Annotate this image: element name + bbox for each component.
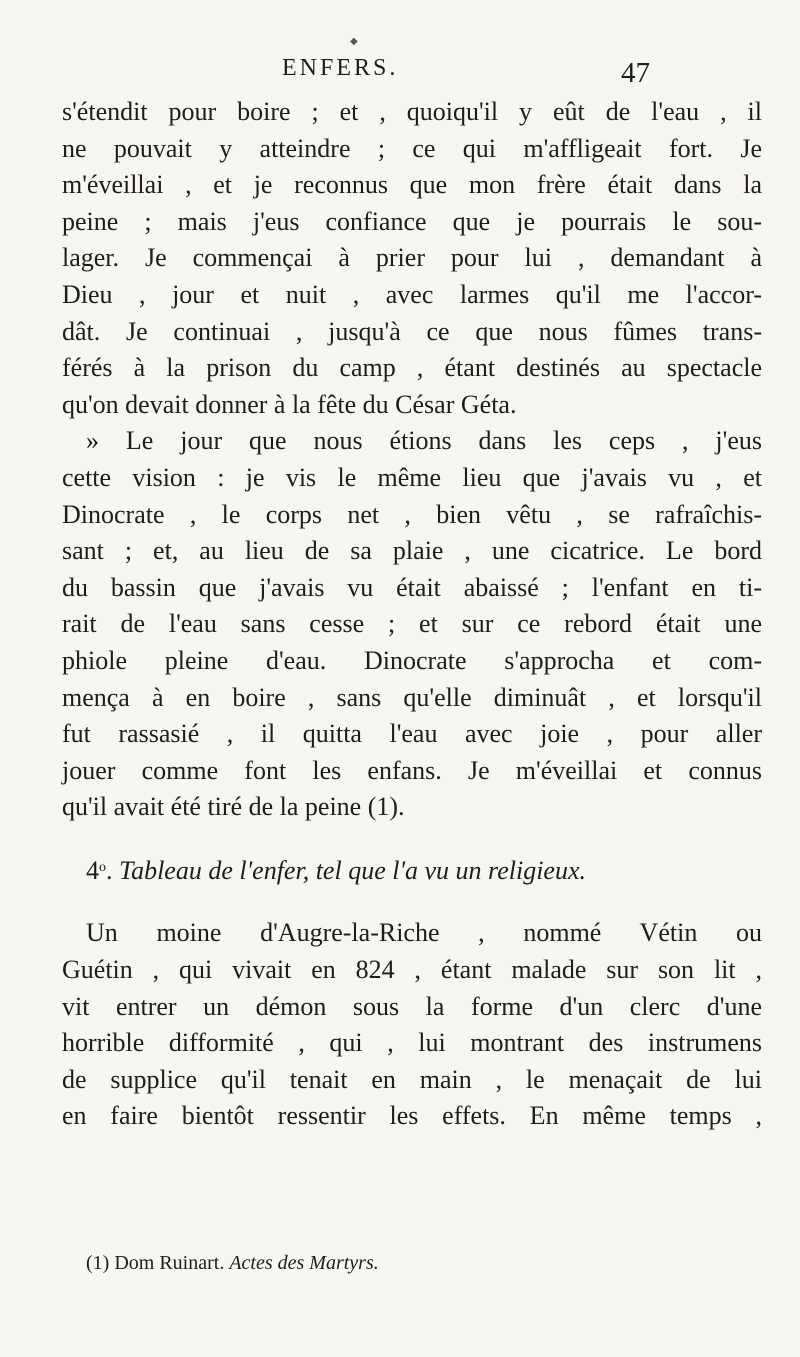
text-line: qu'il avait été tiré de la peine (1). bbox=[62, 792, 405, 822]
text-line: peine ; mais j'eus confiance que je pourrais le sou- bbox=[62, 206, 762, 236]
footnote-author: Dom Ruinart. bbox=[114, 1252, 225, 1274]
text-line: fut rassasié , il quitta l'eau avec joie , pour aller bbox=[62, 719, 762, 749]
footnote-marker: (1) bbox=[86, 1252, 110, 1274]
text-line: lager. Je commençai à prier pour lui , demandant à bbox=[62, 243, 762, 273]
text-line: rait de l'eau sans cesse ; et sur ce rebord était une bbox=[62, 609, 762, 639]
body-text bbox=[62, 94, 762, 1135]
section-number: 4$^o$. bbox=[86, 855, 119, 885]
section-title: Tableau de l'enfer, tel que l'a vu un religieux. bbox=[119, 855, 586, 885]
section-heading bbox=[62, 850, 762, 890]
text-line: en faire bientôt ressentir les effets. En même temps , bbox=[62, 1101, 762, 1131]
page-number: 47 bbox=[621, 57, 650, 89]
text-line: du bassin que j'avais vu était abaissé ; l'enfant en ti- bbox=[62, 572, 762, 602]
text-line: de supplice qu'il tenait en main , le menaçait de lui bbox=[62, 1064, 762, 1094]
text-line: Dinocrate , le corps net , bien vêtu , se rafraîchis- bbox=[62, 499, 762, 529]
text-line: férés à la prison du camp , étant destinés au spectacle bbox=[62, 353, 762, 383]
text-line: Guétin , qui vivait en 824 , étant malade sur son lit , bbox=[62, 955, 762, 985]
paragraph-1 bbox=[62, 94, 762, 423]
text-line: Dieu , jour et nuit , avec larmes qu'il me l'accor- bbox=[62, 279, 762, 309]
text-line: phiole pleine d'eau. Dinocrate s'approcha et com- bbox=[62, 645, 762, 675]
footnote bbox=[86, 1252, 379, 1275]
text-line: s'étendit pour boire ; et , quoiqu'il y eût de l'eau , il bbox=[62, 97, 762, 126]
text-line: m'éveillai , et je reconnus que mon frère était dans la bbox=[62, 170, 762, 200]
text-line: qu'on devait donner à la fête du César Géta. bbox=[62, 389, 517, 419]
text-line: dât. Je continuai , jusqu'à ce que nous fûmes trans- bbox=[62, 316, 762, 346]
text-line: cette vision : je vis le même lieu que j'avais vu , et bbox=[62, 462, 762, 492]
text-line: vit entrer un démon sous la forme d'un clerc d'une bbox=[62, 991, 762, 1021]
ornament-mark: ◆ bbox=[350, 36, 358, 47]
text-line: mença à en boire , sans qu'elle diminuât , et lorsqu'il bbox=[62, 682, 762, 712]
text-line: sant ; et, au lieu de sa plaie , une cicatrice. Le bord bbox=[62, 536, 762, 566]
paragraph-2 bbox=[62, 423, 762, 826]
running-head: ENFERS. bbox=[282, 55, 399, 81]
paragraph-3 bbox=[62, 915, 762, 1135]
text-line: » Le jour que nous étions dans les ceps , j'eus bbox=[86, 426, 762, 456]
text-line: ne pouvait y atteindre ; ce qui m'affligeait fort. Je bbox=[62, 133, 762, 163]
text-line: jouer comme font les enfans. Je m'éveillai et connus bbox=[62, 755, 762, 785]
footnote-title: Actes des Martyrs. bbox=[229, 1252, 379, 1274]
text-line: horrible difformité , qui , lui montrant des instrumens bbox=[62, 1028, 762, 1058]
text-line: Un moine d'Augre-la-Riche , nommé Vétin ou bbox=[86, 918, 762, 948]
